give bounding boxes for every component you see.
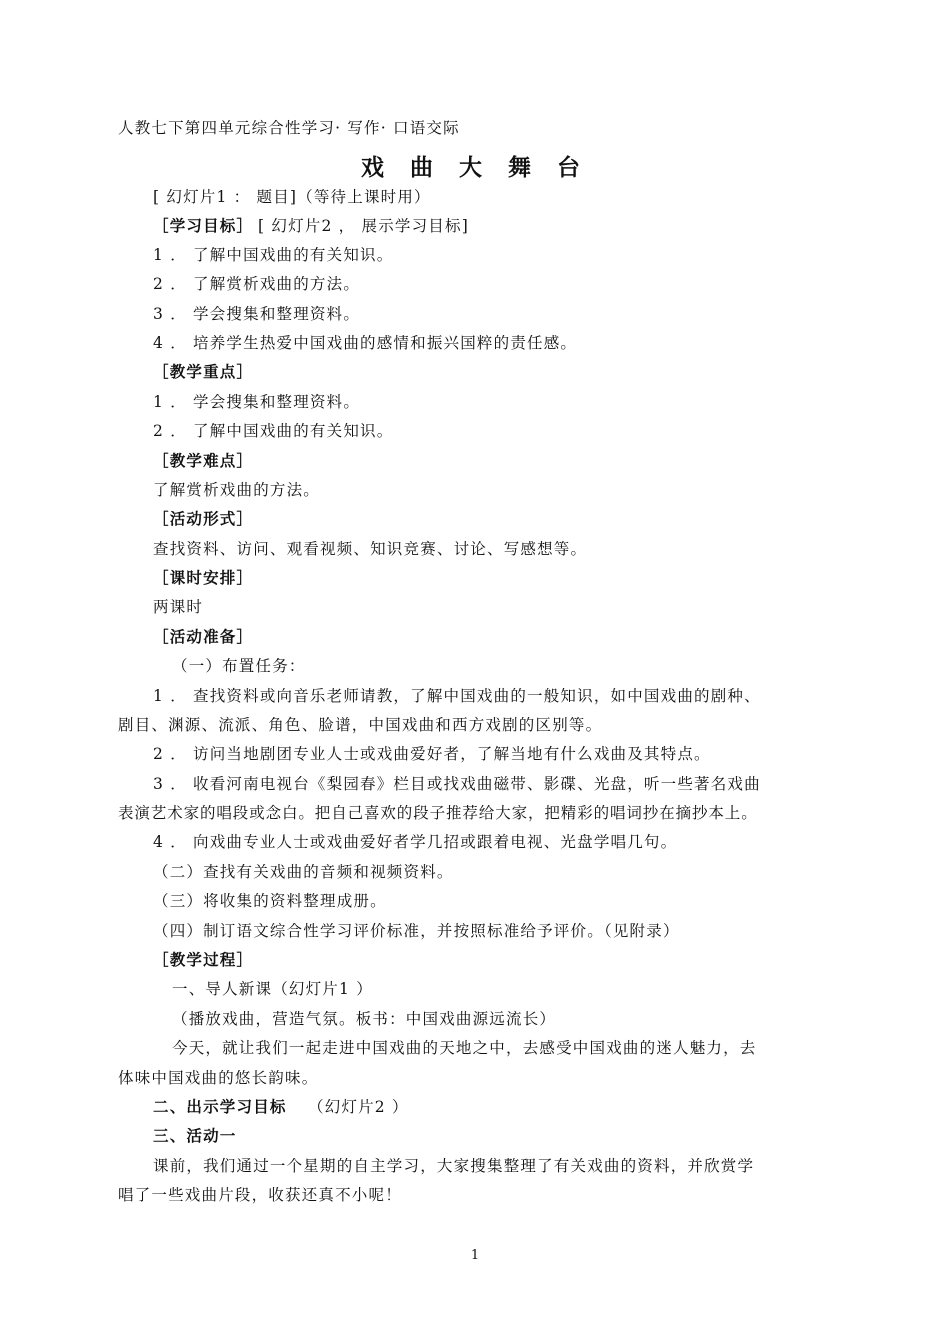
slide-note: [ 幻灯片2 ， 展示学习目标] bbox=[258, 217, 469, 235]
step-heading: 二、出示学习目标 bbox=[153, 1098, 287, 1116]
slide-note: [ 幻灯片1 ： 题目]（等待上课时用） bbox=[153, 188, 431, 206]
section-heading: ［活动准备］ bbox=[153, 628, 254, 646]
sub-heading: （一）布置任务： bbox=[172, 657, 306, 675]
list-item-continuation: 剧目、渊源、流派、角色、脸谱，中国戏曲和西方戏剧的区别等。 bbox=[118, 716, 603, 734]
page-number: 1 bbox=[470, 1248, 480, 1263]
list-item: 4 ． 培养学生热爱中国戏曲的感情和振兴国粹的责任感。 bbox=[153, 334, 578, 352]
section-heading: ［活动形式］ bbox=[153, 510, 254, 528]
list-item: 2 ． 访问当地剧团专业人士或戏曲爱好者，了解当地有什么戏曲及其特点。 bbox=[153, 745, 711, 763]
list-item: 3 ． 学会搜集和整理资料。 bbox=[153, 305, 361, 323]
list-item: 1 ． 查找资料或向音乐老师请教，了解中国戏曲的一般知识，如中国戏曲的剧种、 bbox=[153, 687, 761, 705]
list-item-continuation: 表演艺术家的唱段或念白。把自己喜欢的段子推荐给大家，把精彩的唱词抄在摘抄本上。 bbox=[118, 804, 758, 822]
paragraph: 两课时 bbox=[153, 598, 204, 616]
list-item: 4 ． 向戏曲专业人士或戏曲爱好者学几招或跟着电视、光盘学唱几句。 bbox=[153, 833, 678, 851]
slide-note: （幻灯片2 ） bbox=[308, 1098, 409, 1116]
section-heading: ［课时安排］ bbox=[153, 569, 254, 587]
section-heading: ［教学重点］ bbox=[153, 363, 254, 381]
paragraph-continuation: 唱了一些戏曲片段，收获还真不小呢！ bbox=[118, 1186, 402, 1204]
section-heading: ［教学过程］ bbox=[153, 951, 254, 969]
paragraph: 今天，就让我们一起走进中国戏曲的天地之中，去感受中国戏曲的迷人魅力，去 bbox=[172, 1039, 757, 1057]
sub-heading: （二）查找有关戏曲的音频和视频资料。 bbox=[153, 863, 454, 881]
section-heading: ［教学难点］ bbox=[153, 452, 254, 470]
list-item: 3 ． 收看河南电视台《梨园春》栏目或找戏曲磁带、影碟、光盘，听一些著名戏曲 bbox=[153, 775, 761, 793]
list-item: 1 ． 了解中国戏曲的有关知识。 bbox=[153, 246, 394, 264]
paragraph: （播放戏曲，营造气氛。板书：中国戏曲源远流长） bbox=[172, 1010, 557, 1028]
list-item: 1 ． 学会搜集和整理资料。 bbox=[153, 393, 361, 411]
paragraph-continuation: 体味中国戏曲的悠长韵味。 bbox=[118, 1069, 319, 1087]
document-header: 人教七下第四单元综合性学习· 写作· 口语交际 bbox=[118, 119, 460, 137]
document-title: 戏 曲 大 舞 台 bbox=[360, 155, 590, 181]
paragraph: 课前，我们通过一个星期的自主学习，大家搜集整理了有关戏曲的资料，并欣赏学 bbox=[153, 1157, 755, 1175]
step-heading: 一、导人新课（幻灯片1 ） bbox=[172, 980, 373, 998]
list-item: 2 ． 了解中国戏曲的有关知识。 bbox=[153, 422, 394, 440]
list-item: 2 ． 了解赏析戏曲的方法。 bbox=[153, 275, 361, 293]
section-heading: ［学习目标］ bbox=[153, 217, 254, 235]
paragraph: 了解赏析戏曲的方法。 bbox=[153, 481, 321, 499]
paragraph: 查找资料、访问、观看视频、知识竞赛、讨论、写感想等。 bbox=[153, 540, 588, 558]
sub-heading: （四）制订语文综合性学习评价标准，并按照标准给予评价。（见附录） bbox=[153, 922, 680, 940]
step-heading: 三、活动一 bbox=[153, 1127, 237, 1145]
sub-heading: （三）将收集的资料整理成册。 bbox=[153, 892, 387, 910]
